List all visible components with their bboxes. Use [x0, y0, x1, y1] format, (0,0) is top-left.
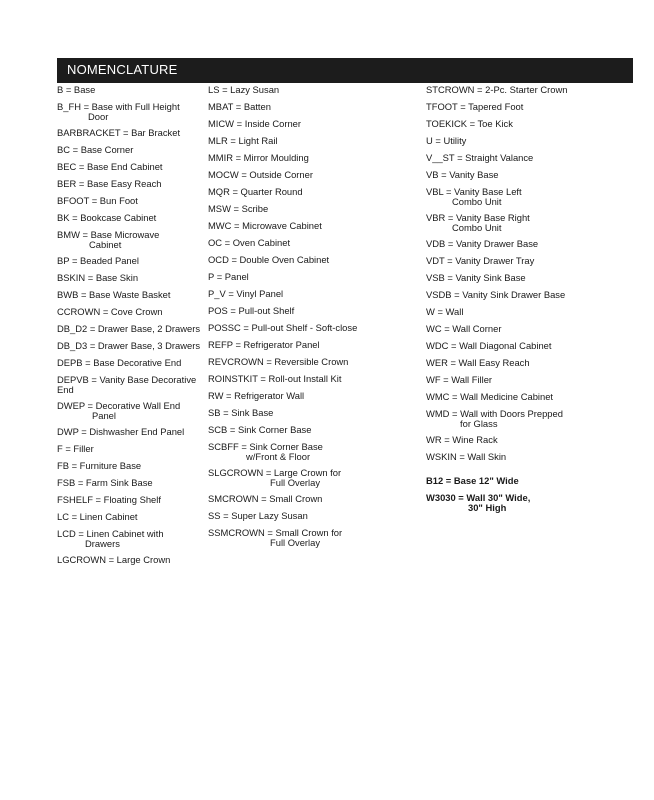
nomenclature-entry [208, 441, 323, 462]
entry-text: MWC = Microwave Cabinet [208, 220, 322, 231]
entry-text: DEPB = Base Decorative End [57, 357, 182, 368]
entry-text: VB = Vanity Base [426, 169, 499, 180]
nomenclature-entry [57, 161, 163, 172]
nomenclature-entry [208, 135, 278, 146]
entry-text: FB = Furniture Base [57, 460, 142, 471]
entry-text-continued: Cabinet [89, 239, 122, 250]
nomenclature-entry [426, 118, 513, 129]
entry-text: RW = Refrigerator Wall [208, 390, 305, 401]
entry-text: BP = Beaded Panel [57, 255, 139, 266]
entry-text: P_V = Vinyl Panel [208, 288, 284, 299]
nomenclature-entry [208, 510, 308, 521]
entry-text: BSKIN = Base Skin [57, 272, 139, 283]
nomenclature-entry [208, 203, 268, 214]
nomenclature-entry [208, 84, 279, 95]
entry-text: MOCW = Outside Corner [208, 169, 313, 180]
entry-text: LGCROWN = Large Crown [57, 554, 171, 565]
entry-text-continued: for Glass [460, 418, 498, 429]
nomenclature-entry [426, 357, 530, 368]
nomenclature-entry [426, 475, 519, 486]
nomenclature-entry [208, 467, 341, 488]
nomenclature-entry [208, 220, 322, 231]
page-title: NOMENCLATURE [67, 62, 178, 77]
nomenclature-entry [426, 340, 551, 351]
nomenclature-entry [57, 195, 138, 206]
nomenclature-entry [57, 229, 159, 250]
entry-text: W = Wall [426, 306, 464, 317]
entry-text: REVCROWN = Reversible Crown [208, 356, 349, 367]
nomenclature-entry [57, 340, 200, 351]
nomenclature-entry [426, 451, 506, 462]
nomenclature-entry [57, 400, 180, 421]
nomenclature-entry [57, 528, 164, 549]
nomenclature-entry [426, 272, 526, 283]
entry-text-continued: Door [88, 111, 109, 122]
nomenclature-entry [208, 237, 290, 248]
entry-text: BER = Base Easy Reach [57, 178, 162, 189]
entry-text: CCROWN = Cove Crown [57, 306, 163, 317]
entry-text: VDB = Vanity Drawer Base [426, 238, 539, 249]
nomenclature-entry [208, 493, 322, 504]
nomenclature-entry [57, 511, 138, 522]
nomenclature-entry [57, 272, 138, 283]
nomenclature-entry [426, 238, 538, 249]
nomenclature-entry [426, 84, 567, 95]
entry-text: POSSC = Pull-out Shelf - Soft-close [208, 322, 358, 333]
entry-text: V__ST = Straight Valance [426, 152, 534, 163]
entry-text: LCD = Linen Cabinet with [57, 528, 164, 539]
entry-text: MBAT = Batten [208, 101, 271, 112]
nomenclature-entry [208, 118, 301, 129]
entry-text-continued: Panel [92, 410, 116, 421]
nomenclature-entry [208, 254, 329, 265]
entry-text: WF = Wall Filler [426, 374, 493, 385]
entry-text: WSKIN = Wall Skin [426, 451, 507, 462]
entry-text: SCBFF = Sink Corner Base [208, 441, 323, 452]
nomenclature-entry [426, 408, 563, 429]
nomenclature-entry [426, 101, 523, 112]
nomenclature-entry [57, 357, 181, 368]
nomenclature-entry [208, 322, 357, 333]
nomenclature-entry [426, 186, 522, 207]
entry-text: B12 = Base 12" Wide [426, 475, 519, 486]
entry-text: DEPVB = Vanity Base Decorative [57, 374, 197, 385]
entry-text: MMIR = Mirror Moulding [208, 152, 309, 163]
nomenclature-entry [426, 434, 498, 445]
entry-text: ROINSTKIT = Roll-out Install Kit [208, 373, 342, 384]
entry-text: MQR = Quarter Round [208, 186, 303, 197]
entry-text: WMC = Wall Medicine Cabinet [426, 391, 554, 402]
entry-text-continued: End [57, 384, 74, 395]
entry-text: TOEKICK = Toe Kick [426, 118, 513, 129]
entry-text: SB = Sink Base [208, 407, 274, 418]
entry-text: W3030 = Wall 30" Wide, [426, 492, 531, 503]
entry-text: BFOOT = Bun Foot [57, 195, 138, 206]
nomenclature-entry [426, 306, 463, 317]
entry-text-continued: Drawers [85, 538, 120, 549]
entry-text: SS = Super Lazy Susan [208, 510, 308, 521]
entry-text: MSW = Scribe [208, 203, 269, 214]
entry-text: WR = Wine Rack [426, 434, 498, 445]
entry-text: BMW = Base Microwave [57, 229, 160, 240]
entry-text: WDC = Wall Diagonal Cabinet [426, 340, 552, 351]
entry-text: BWB = Base Waste Basket [57, 289, 171, 300]
entry-text: SMCROWN = Small Crown [208, 493, 323, 504]
entry-text: DB_D3 = Drawer Base, 3 Drawers [57, 340, 201, 351]
nomenclature-entry [208, 356, 348, 367]
nomenclature-entry [208, 186, 303, 197]
nomenclature-entry [208, 305, 294, 316]
entry-text-continued: Combo Unit [452, 196, 502, 207]
nomenclature-entry [426, 255, 534, 266]
nomenclature-entry [208, 169, 313, 180]
entry-text: MLR = Light Rail [208, 135, 278, 146]
entry-text: SLGCROWN = Large Crown for [208, 467, 342, 478]
entry-text: OC = Oven Cabinet [208, 237, 291, 248]
entry-text: SSMCROWN = Small Crown for [208, 527, 343, 538]
nomenclature-entry [57, 127, 180, 138]
entry-text: VDT = Vanity Drawer Tray [426, 255, 535, 266]
entry-text: TFOOT = Tapered Foot [426, 101, 524, 112]
nomenclature-entry [57, 494, 161, 505]
entry-text: FSB = Farm Sink Base [57, 477, 153, 488]
entry-text: LC = Linen Cabinet [57, 511, 138, 522]
nomenclature-entry [57, 443, 94, 454]
nomenclature-entry [426, 289, 565, 300]
nomenclature-entry [57, 426, 184, 437]
entry-text: REFP = Refrigerator Panel [208, 339, 320, 350]
entry-text: B = Base [57, 84, 96, 95]
entry-text: WC = Wall Corner [426, 323, 502, 334]
entry-text-continued: Full Overlay [270, 537, 321, 548]
entry-text-continued: Combo Unit [452, 222, 502, 233]
nomenclature-entry [426, 374, 492, 385]
nomenclature-entry [57, 144, 133, 155]
nomenclature-entry [208, 527, 342, 548]
nomenclature-entry [426, 152, 533, 163]
nomenclature-entry [208, 424, 311, 435]
nomenclature-entry [208, 339, 320, 350]
nomenclature-entry [57, 289, 171, 300]
entry-text-continued: w/Front & Floor [246, 451, 311, 462]
nomenclature-entry [426, 391, 553, 402]
entry-text: VSDB = Vanity Sink Drawer Base [426, 289, 566, 300]
nomenclature-header [57, 58, 633, 83]
entry-text: WER = Wall Easy Reach [426, 357, 530, 368]
entry-text: DB_D2 = Drawer Base, 2 Drawers [57, 323, 201, 334]
nomenclature-entry [208, 373, 341, 384]
entry-text: OCD = Double Oven Cabinet [208, 254, 330, 265]
nomenclature-entry [57, 460, 141, 471]
entry-text: WMD = Wall with Doors Prepped [426, 408, 563, 419]
nomenclature-entry [208, 390, 304, 401]
entry-text: STCROWN = 2-Pc. Starter Crown [426, 84, 568, 95]
entry-text: FSHELF = Floating Shelf [57, 494, 161, 505]
nomenclature-entry [57, 212, 156, 223]
nomenclature-entry [208, 407, 273, 418]
nomenclature-entry [426, 492, 530, 513]
entry-text: DWEP = Decorative Wall End [57, 400, 181, 411]
nomenclature-entry [57, 255, 139, 266]
entry-text: POS = Pull-out Shelf [208, 305, 295, 316]
entry-text-continued: Full Overlay [270, 477, 321, 488]
entry-text: BK = Bookcase Cabinet [57, 212, 157, 223]
nomenclature-entry [57, 323, 200, 334]
nomenclature-entry [208, 101, 271, 112]
entry-text: BC = Base Corner [57, 144, 134, 155]
entry-text: MICW = Inside Corner [208, 118, 301, 129]
entry-text-continued: 30" High [468, 502, 507, 513]
nomenclature-entry [57, 374, 196, 395]
nomenclature-entry [208, 152, 309, 163]
entry-text: VBL = Vanity Base Left [426, 186, 522, 197]
nomenclature-entry [426, 323, 501, 334]
entry-text: P = Panel [208, 271, 249, 282]
nomenclature-entry [426, 212, 530, 233]
entry-text: B_FH = Base with Full Height [57, 101, 180, 112]
entry-text: VBR = Vanity Base Right [426, 212, 530, 223]
entry-text: F = Filler [57, 443, 94, 454]
nomenclature-entry [426, 169, 499, 180]
entry-text: VSB = Vanity Sink Base [426, 272, 526, 283]
nomenclature-entry [57, 101, 180, 122]
nomenclature-entry [208, 288, 283, 299]
entry-text: LS = Lazy Susan [208, 84, 280, 95]
entry-text: BEC = Base End Cabinet [57, 161, 163, 172]
entry-text: DWP = Dishwasher End Panel [57, 426, 185, 437]
entry-text: BARBRACKET = Bar Bracket [57, 127, 181, 138]
entry-text: SCB = Sink Corner Base [208, 424, 312, 435]
nomenclature-entry [426, 135, 466, 146]
nomenclature-entry [57, 84, 95, 95]
nomenclature-entry [208, 271, 249, 282]
nomenclature-entry [57, 477, 153, 488]
nomenclature-entry [57, 554, 170, 565]
nomenclature-entry [57, 178, 161, 189]
nomenclature-entry [57, 306, 163, 317]
entry-text: U = Utility [426, 135, 467, 146]
